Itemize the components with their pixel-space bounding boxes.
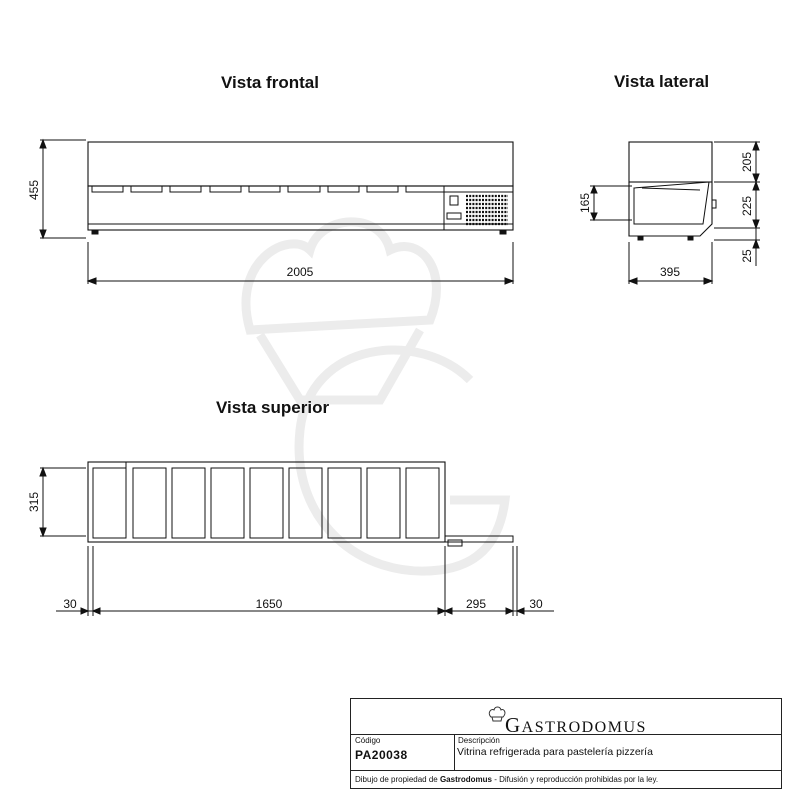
front-view: [40, 140, 513, 284]
code-cell: [351, 734, 455, 771]
top-trays: [93, 462, 439, 538]
front-view-title: Vista frontal: [221, 73, 319, 92]
title-block: [350, 698, 782, 789]
top-depth-dim: 315: [27, 491, 41, 513]
description-label: Descripción: [458, 736, 500, 745]
side-dim-bottom: 25: [740, 249, 754, 263]
side-width-dim: 395: [659, 265, 681, 279]
top-dim-trays: 1650: [255, 597, 283, 611]
ownership-note: Dibujo de propiedad de Gastrodomus - Difusión y reproducción prohibidas por la ley.: [355, 775, 659, 784]
code-value: PA20038: [355, 748, 408, 762]
top-dim-control: 295: [465, 597, 487, 611]
description-cell: [454, 734, 781, 771]
side-view: [590, 142, 760, 284]
top-view-title: Vista superior: [216, 398, 330, 417]
front-tray-lips: [92, 186, 444, 192]
description-value: Vitrina refrigerada para pastelería pizzería: [457, 746, 653, 758]
thermostat-display: [447, 213, 461, 219]
code-label: Código: [355, 736, 381, 745]
side-dim-top: 205: [740, 151, 754, 173]
top-dim-left-margin: 30: [63, 597, 77, 611]
top-dim-right-margin: 30: [529, 597, 543, 611]
side-dim-middle: 225: [740, 195, 754, 217]
front-height-dim: 455: [27, 179, 41, 201]
front-width-dim: 2005: [286, 265, 314, 279]
side-view-title: Vista lateral: [614, 72, 710, 91]
top-view: [40, 462, 554, 616]
brand-row: [351, 699, 781, 735]
switch-icon: [450, 196, 458, 205]
vent-grille: [466, 196, 508, 224]
side-dim-inner: 165: [578, 192, 592, 214]
brand-name: GASTRODOMUS: [505, 713, 647, 737]
